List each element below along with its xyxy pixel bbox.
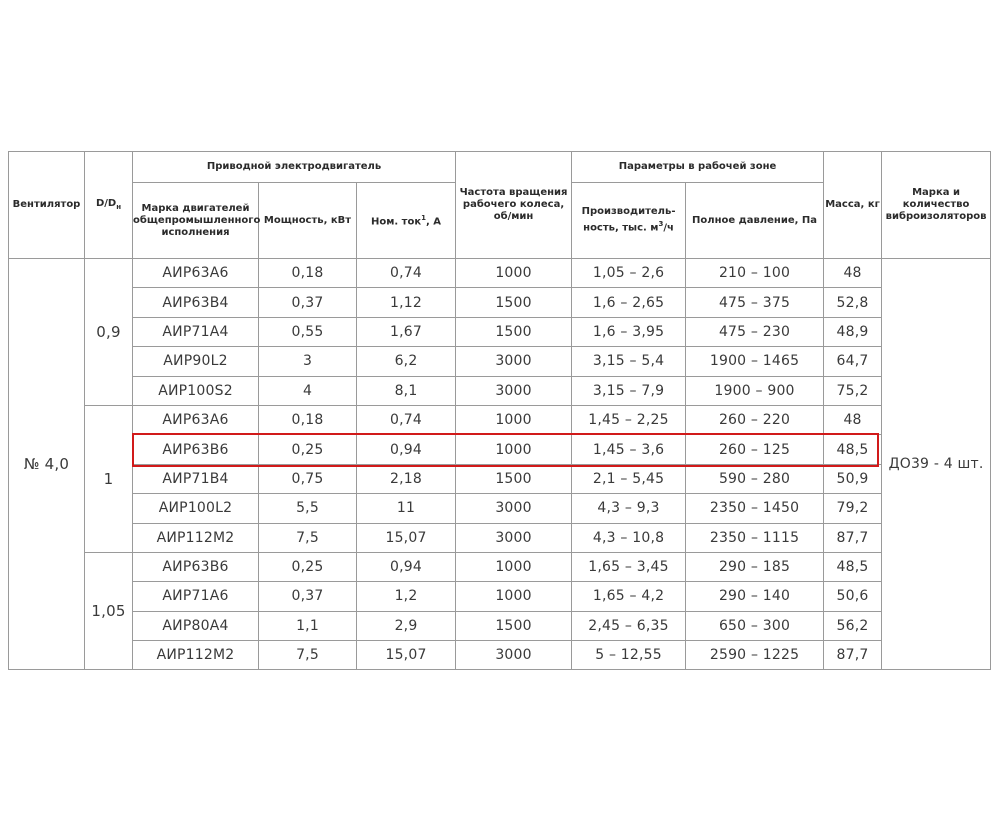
motor-cell: АИР71В4 xyxy=(133,464,259,493)
capacity-cell: 3,15 – 7,9 xyxy=(572,376,686,405)
motor-cell: АИР63В6 xyxy=(133,435,259,464)
table-body xyxy=(9,259,991,670)
capacity-cell: 3,15 – 5,4 xyxy=(572,347,686,376)
speed-cell: 1000 xyxy=(456,259,572,288)
table-row xyxy=(9,376,991,405)
motor-cell: АИР63В6 xyxy=(133,552,259,581)
current-cell: 15,07 xyxy=(357,523,456,552)
mass-cell: 64,7 xyxy=(824,347,882,376)
pressure-cell: 2590 – 1225 xyxy=(686,641,824,670)
speed-cell: 1000 xyxy=(456,582,572,611)
pressure-cell: 290 – 140 xyxy=(686,582,824,611)
isolator-cell: ДО39 - 4 шт. xyxy=(882,259,991,670)
table-row xyxy=(9,288,991,317)
motor-cell: АИР63В4 xyxy=(133,288,259,317)
pressure-cell: 1900 – 900 xyxy=(686,376,824,405)
header-capacity: Производитель- ность, тыс. $м^3/ч$ xyxy=(572,183,686,259)
capacity-cell: 1,65 – 3,45 xyxy=(572,552,686,581)
speed-cell: 3000 xyxy=(456,641,572,670)
speed-cell: 1000 xyxy=(456,435,572,464)
current-cell: 6,2 xyxy=(357,347,456,376)
table-row xyxy=(9,435,991,464)
mass-cell: 52,8 xyxy=(824,288,882,317)
pressure-cell: 210 – 100 xyxy=(686,259,824,288)
motor-cell: АИР71А4 xyxy=(133,317,259,346)
motor-cell: АИР112М2 xyxy=(133,523,259,552)
current-cell: 0,94 xyxy=(357,435,456,464)
header-ratio: $D/D_н$ xyxy=(85,152,133,259)
power-cell: 0,37 xyxy=(259,582,357,611)
fan-model-cell: № 4,0 xyxy=(9,259,85,670)
motor-cell: АИР90L2 xyxy=(133,347,259,376)
ratio-cell: 0,9 xyxy=(85,259,133,406)
header-motor-group: Приводной электродвигатель xyxy=(133,152,456,183)
capacity-cell: 4,3 – 10,8 xyxy=(572,523,686,552)
header-params-group: Параметры в рабочей зоне xyxy=(572,152,824,183)
mass-cell: 48,5 xyxy=(824,435,882,464)
speed-cell: 1000 xyxy=(456,552,572,581)
motor-cell: АИР100S2 xyxy=(133,376,259,405)
motor-cell: АИР112М2 xyxy=(133,641,259,670)
power-cell: 0,55 xyxy=(259,317,357,346)
speed-cell: 3000 xyxy=(456,376,572,405)
capacity-cell: 1,6 – 3,95 xyxy=(572,317,686,346)
power-cell: 7,5 xyxy=(259,641,357,670)
capacity-cell: 1,05 – 2,6 xyxy=(572,259,686,288)
current-cell: 0,74 xyxy=(357,259,456,288)
mass-cell: 50,6 xyxy=(824,582,882,611)
current-cell: 11 xyxy=(357,494,456,523)
table-row xyxy=(9,494,991,523)
current-cell: 1,67 xyxy=(357,317,456,346)
mass-cell: 48,5 xyxy=(824,552,882,581)
fan-spec-table xyxy=(8,151,991,670)
current-cell: 0,74 xyxy=(357,405,456,434)
pressure-cell: 290 – 185 xyxy=(686,552,824,581)
mass-cell: 56,2 xyxy=(824,611,882,640)
speed-cell: 1500 xyxy=(456,464,572,493)
mass-cell: 48,9 xyxy=(824,317,882,346)
ratio-cell: 1,05 xyxy=(85,552,133,670)
current-cell: 15,07 xyxy=(357,641,456,670)
header-isolators: Марка и количество виброизоляторов xyxy=(882,152,991,259)
mass-cell: 48 xyxy=(824,405,882,434)
power-cell: 7,5 xyxy=(259,523,357,552)
pressure-cell: 475 – 375 xyxy=(686,288,824,317)
power-cell: 0,25 xyxy=(259,435,357,464)
mass-cell: 87,7 xyxy=(824,641,882,670)
table-row xyxy=(9,582,991,611)
pressure-cell: 475 – 230 xyxy=(686,317,824,346)
speed-cell: 1000 xyxy=(456,405,572,434)
speed-cell: 3000 xyxy=(456,523,572,552)
table-row xyxy=(9,641,991,670)
speed-cell: 1500 xyxy=(456,288,572,317)
power-cell: 0,75 xyxy=(259,464,357,493)
pressure-cell: 1900 – 1465 xyxy=(686,347,824,376)
header-pressure: Полное давление, Па xyxy=(686,183,824,259)
power-cell: 4 xyxy=(259,376,357,405)
capacity-cell: 5 – 12,55 xyxy=(572,641,686,670)
power-cell: 3 xyxy=(259,347,357,376)
mass-cell: 50,9 xyxy=(824,464,882,493)
motor-cell: АИР63А6 xyxy=(133,259,259,288)
capacity-cell: 2,45 – 6,35 xyxy=(572,611,686,640)
mass-cell: 48 xyxy=(824,259,882,288)
power-cell: 5,5 xyxy=(259,494,357,523)
capacity-cell: 1,45 – 2,25 xyxy=(572,405,686,434)
power-cell: 0,18 xyxy=(259,259,357,288)
speed-cell: 3000 xyxy=(456,494,572,523)
speed-cell: 1500 xyxy=(456,611,572,640)
table-row xyxy=(9,523,991,552)
motor-cell: АИР71А6 xyxy=(133,582,259,611)
table-row xyxy=(9,552,991,581)
capacity-cell: 1,6 – 2,65 xyxy=(572,288,686,317)
pressure-cell: 260 – 220 xyxy=(686,405,824,434)
speed-cell: 3000 xyxy=(456,347,572,376)
pressure-cell: 650 – 300 xyxy=(686,611,824,640)
current-cell: 0,94 xyxy=(357,552,456,581)
mass-cell: 79,2 xyxy=(824,494,882,523)
header-power: Мощность, кВт xyxy=(259,183,357,259)
power-cell: 0,37 xyxy=(259,288,357,317)
pressure-cell: 260 – 125 xyxy=(686,435,824,464)
capacity-cell: 2,1 – 5,45 xyxy=(572,464,686,493)
header-fan: Вентилятор xyxy=(9,152,85,259)
capacity-cell: 1,65 – 4,2 xyxy=(572,582,686,611)
header-motor-brand: Марка двигателей общепромышленного исполнения xyxy=(133,183,259,259)
motor-cell: АИР80А4 xyxy=(133,611,259,640)
table-row xyxy=(9,405,991,434)
current-cell: 1,2 xyxy=(357,582,456,611)
mass-cell: 75,2 xyxy=(824,376,882,405)
table-row xyxy=(9,259,991,288)
speed-cell: 1500 xyxy=(456,317,572,346)
current-cell: 1,12 xyxy=(357,288,456,317)
table-row xyxy=(9,611,991,640)
pressure-cell: 2350 – 1450 xyxy=(686,494,824,523)
pressure-cell: 590 – 280 xyxy=(686,464,824,493)
ratio-cell: 1 xyxy=(85,405,133,552)
current-cell: 2,18 xyxy=(357,464,456,493)
pressure-cell: 2350 – 1115 xyxy=(686,523,824,552)
table-row xyxy=(9,317,991,346)
header-speed: Частота вращения рабочего колеса, об/мин xyxy=(456,152,572,259)
motor-cell: АИР63А6 xyxy=(133,405,259,434)
motor-cell: АИР100L2 xyxy=(133,494,259,523)
header-current: Ном. ток$^1$, А xyxy=(357,183,456,259)
table-row xyxy=(9,464,991,493)
current-cell: 8,1 xyxy=(357,376,456,405)
power-cell: 0,25 xyxy=(259,552,357,581)
capacity-cell: 1,45 – 3,6 xyxy=(572,435,686,464)
header-mass: Масса, кг xyxy=(824,152,882,259)
power-cell: 0,18 xyxy=(259,405,357,434)
current-cell: 2,9 xyxy=(357,611,456,640)
table-row xyxy=(9,347,991,376)
mass-cell: 87,7 xyxy=(824,523,882,552)
power-cell: 1,1 xyxy=(259,611,357,640)
capacity-cell: 4,3 – 9,3 xyxy=(572,494,686,523)
